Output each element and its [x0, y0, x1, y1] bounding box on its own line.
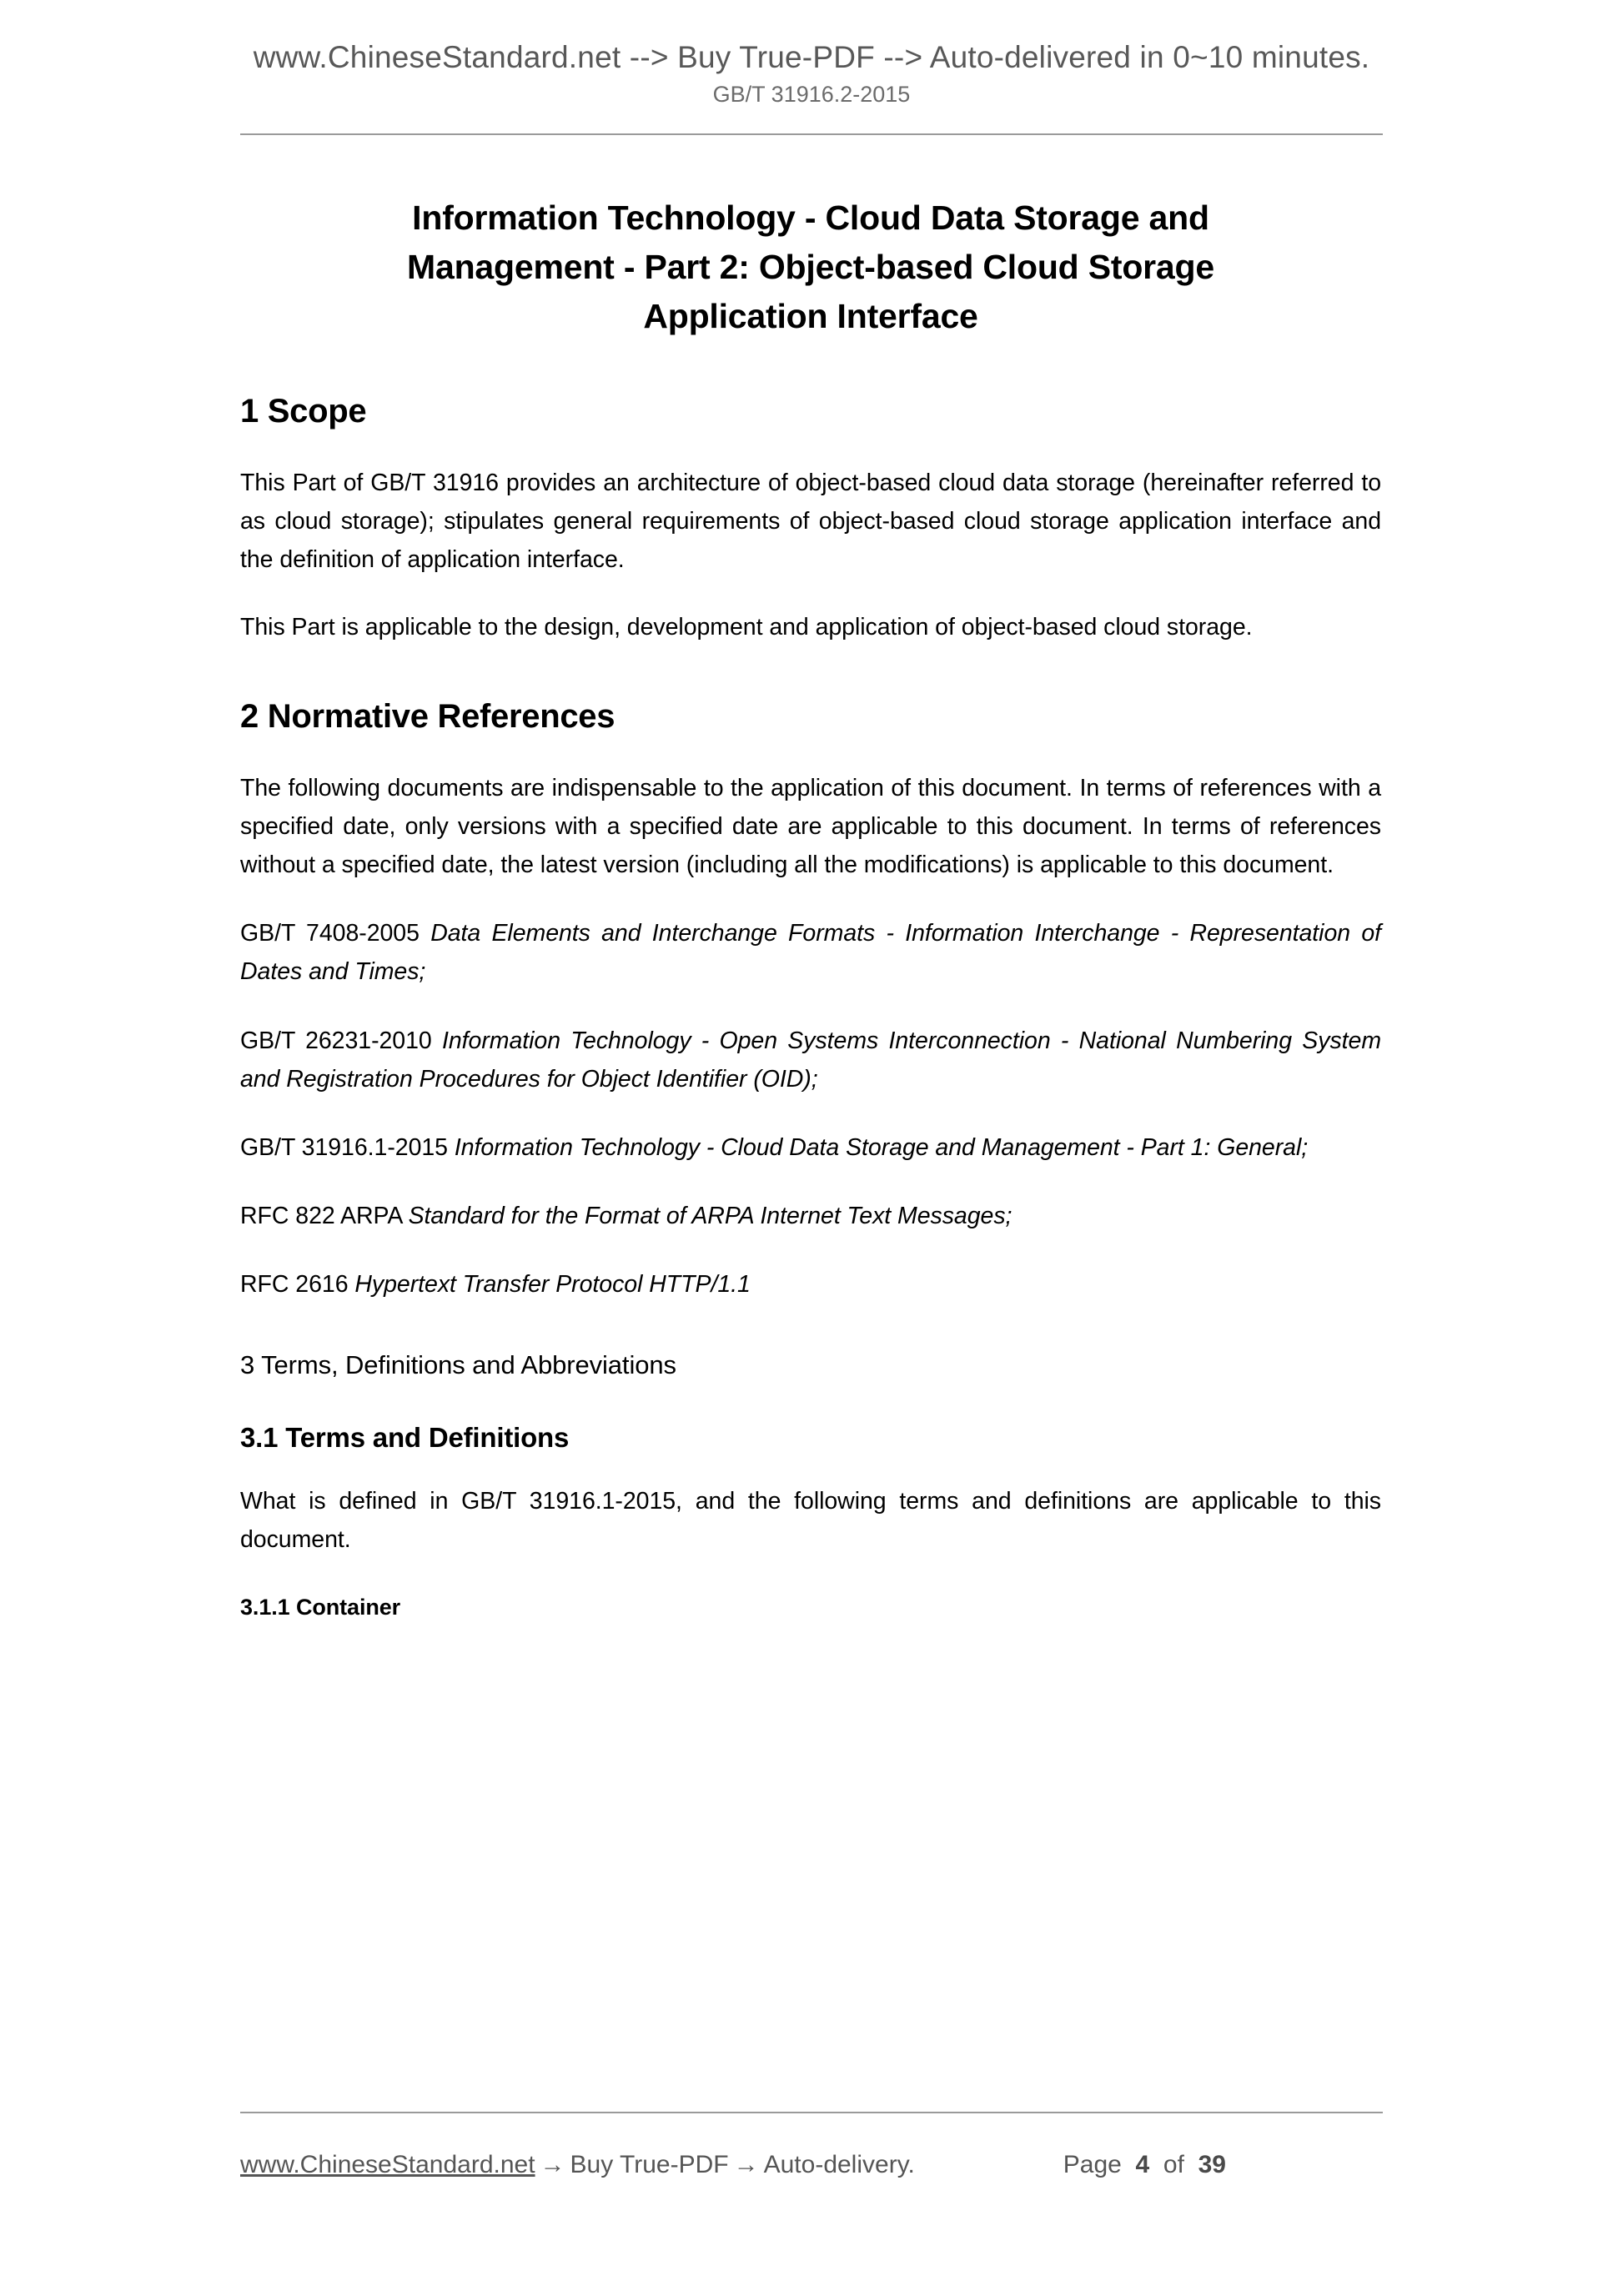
reference-code: GB/T 26231-2010: [240, 1027, 442, 1054]
page-header: [0, 0, 1623, 167]
page-number: 4: [1135, 2151, 1150, 2178]
reference-item: [240, 1167, 1381, 1235]
document-content: [240, 167, 1381, 1620]
scope-paragraph-1: This Part of GB/T 31916 provides an architecture of object-based cloud data storage (hereinafter referred to as cloud storage); stipulates general requirements of object-based cloud storage application interface and the definition of application interface.: [240, 470, 1381, 574]
reference-title: Information Technology - Open Systems Interconnection - National Numbering System and Registration Procedures for Object Identifier (OID);: [240, 1027, 1382, 1093]
footer-buy-label: Buy True-PDF: [570, 2151, 729, 2178]
normative-intro-paragraph: The following documents are indispensable to the application of this document. In terms of references with a specified date, only versions with a specified date are applicable to this document. In terms of references without a specified date, the latest version (including all the modifications) is applicable to this document.: [240, 774, 1381, 879]
heading-1-scope: 1 Scope: [240, 393, 367, 430]
page-footer: [240, 2145, 1383, 2185]
heading-3-terms-definitions-abbreviations: 3 Terms, Definitions and Abbreviations: [240, 1350, 676, 1380]
page-label: Page: [1063, 2151, 1122, 2178]
heading-3-1-terms-and-definitions: 3.1 Terms and Definitions: [240, 1422, 570, 1454]
document-title-line-3: Application Interface: [643, 297, 978, 336]
footer-divider: [240, 2112, 1383, 2113]
document-title-line-1: Information Technology - Cloud Data Storage and: [412, 198, 1209, 237]
footer-site-link[interactable]: www.ChineseStandard.net: [240, 2151, 535, 2178]
of-label: of: [1163, 2151, 1184, 2178]
reference-title: Data Elements and Interchange Formats - Information Interchange - Representation of Dates and Times;: [240, 920, 1381, 986]
reference-code: GB/T 7408-2005: [240, 920, 431, 947]
reference-code: RFC 2616: [240, 1271, 355, 1299]
reference-item: [240, 884, 1381, 991]
reference-item: [240, 1098, 1381, 1167]
reference-title: Standard for the Format of ARPA Internet Text Messages;: [408, 1202, 1012, 1229]
standard-code-label: GB/T 31916.2-2015: [712, 82, 911, 107]
reference-item: [240, 1235, 1381, 1304]
reference-item: [240, 992, 1381, 1098]
heading-3-1-1-container: 3.1.1 Container: [240, 1594, 401, 1620]
arrow-right-icon: →: [540, 2151, 565, 2178]
terms-paragraph-1: What is defined in GB/T 31916.1-2015, and the following terms and definitions are applicable to this document.: [240, 1488, 1381, 1554]
footer-delivery-label: Auto-delivery.: [763, 2151, 915, 2178]
heading-2-normative-references: 2 Normative References: [240, 697, 616, 735]
page-indicator: [1063, 2151, 1226, 2179]
arrow-right-icon: →: [733, 2151, 759, 2178]
document-title-line-2: Management - Part 2: Object-based Cloud Storage: [407, 248, 1214, 287]
document-title: [240, 167, 1381, 341]
scope-paragraph-2: This Part is applicable to the design, development and application of object-based cloud storage.: [240, 613, 1253, 641]
total-pages: 39: [1198, 2151, 1226, 2178]
reference-code: GB/T 31916.1-2015: [240, 1133, 455, 1161]
header-divider: [240, 133, 1383, 135]
reference-code: RFC 822 ARPA: [240, 1202, 409, 1229]
header-watermark-text: www.ChineseStandard.net --> Buy True-PDF --> Auto-delivered in 0~10 minutes.: [253, 40, 1370, 74]
reference-title: Hypertext Transfer Protocol HTTP/1.1: [354, 1271, 751, 1299]
reference-title: Information Technology - Cloud Data Storage and Management - Part 1: General;: [454, 1133, 1309, 1161]
